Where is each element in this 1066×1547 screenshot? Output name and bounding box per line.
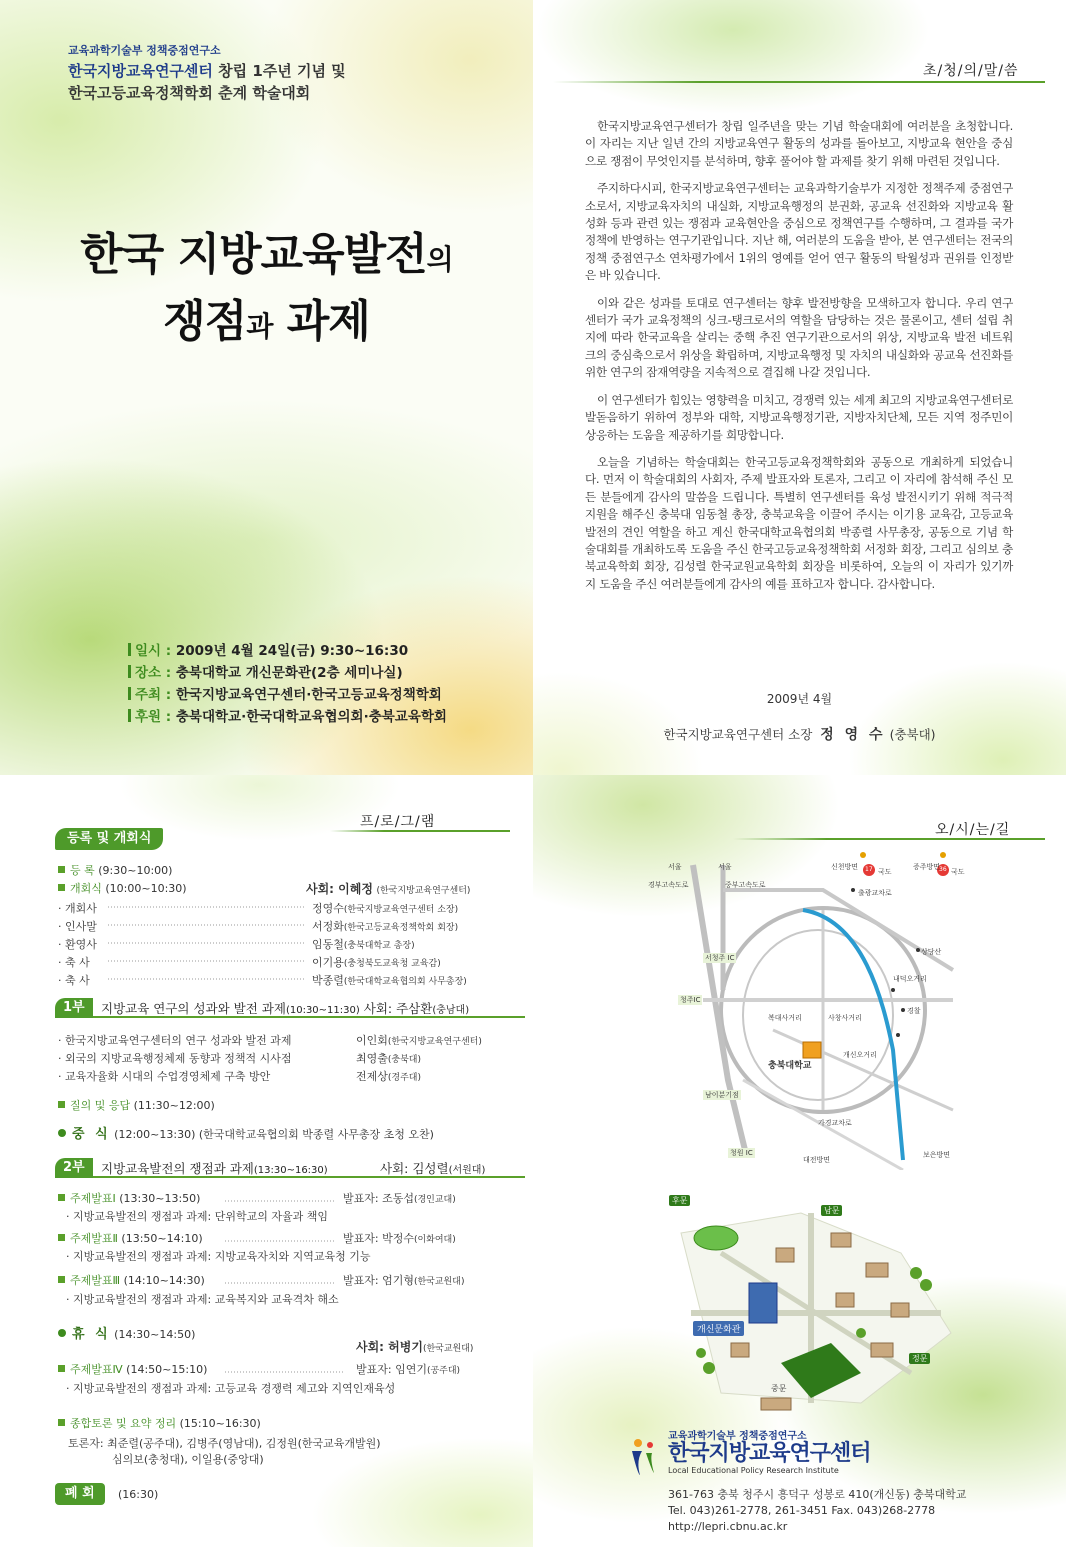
cover-title1-small: 의 [426, 243, 453, 276]
talk-row: 주제발표Ⅲ (14:10~14:30) [58, 1272, 205, 1288]
invite-paragraph: 주지하다시피, 한국지방교육연구센터는 교육과학기술부가 지정한 정책주제 중점연구소로서, 지방교육자치의 내실화, 지방교육행정의 분권화, 공교육 선진화와 지방교육 활성화 등과 관련 있는 쟁점과 교육현안을 중심으로 정책연구를 수행하며, 그 결과를 국가 정책에 반영하는 연구기관입니다. 지난 해, 여러분의 도움을 받아, 본 연구센터는 전국의 정책 중점연구소 연차평가에서 1위의 영예를 얻어 연구 활동의 탁월성과 권위를 인정받은 바 있습니다. [585, 181, 1013, 283]
cover-line1 [68, 60, 346, 81]
invite-body [585, 118, 1013, 603]
address [668, 1487, 966, 1535]
break-row: 휴 식 (14:30~14:50) [58, 1323, 195, 1342]
cover-info-label: 후원 : [135, 709, 176, 725]
cover-title-line2 [0, 285, 533, 349]
cover-title2-b: 과제 [272, 296, 370, 347]
address-line: 361-763 충북 청주시 흥덕구 성봉로 410(개신동) 충북대학교 [668, 1488, 967, 1501]
break-mc: 사회: 허병기(한국교원대) [356, 1340, 474, 1354]
invite-paragraph: 한국지방교육연구센터가 창립 일주년을 맞는 기념 학술대회에 여러분을 초청합니다. 이 자리는 지난 일년 간의 지방교육연구 활동의 성과를 돌아보고, 지방교육 현안을 중심으로 쟁점이 무엇인지를 분석하며, 향후 풀어야 할 과제를 찾기 위해 마련된 것입니다. [585, 119, 1013, 168]
cover-line1-rest: 창립 1주년 기념 및 [212, 62, 346, 80]
open-person: 이기용(충청북도교육청 교육감) [312, 956, 441, 969]
discussion-panel2: 심의보(충청대), 이일용(중앙대) [112, 1453, 264, 1466]
cover-info-label: 주최 : [135, 687, 176, 703]
logo-name: 한국지방교육연구센터 [668, 1441, 871, 1466]
part1-item: · 외국의 지방교육행정체제 동향과 정책적 시사점 [58, 1052, 292, 1065]
part2-title: 지방교육발전의 쟁점과 과제(13:30~16:30) [101, 1161, 328, 1176]
part1-presenter: 이인회(한국지방교육연구센터) [356, 1034, 482, 1047]
cover-info-row [128, 706, 447, 728]
open-role: · 개회사 [58, 902, 97, 915]
invite-sign-org: 한국지방교육연구센터 소장 [663, 727, 813, 742]
part1-header [55, 998, 525, 1018]
open-role: · 환영사 [58, 938, 97, 951]
open-mc: 사회: 이혜정 (한국지방교육연구센터) [306, 882, 471, 896]
cover-line2: 한국고등교육정책학회 춘계 학술대회 [68, 84, 311, 102]
cover-org: 교육과학기술부 정책중점연구소 [68, 44, 221, 57]
cover-panel [0, 0, 533, 775]
talk-title: · 지방교육발전의 쟁점과 과제: 교육복지와 교육격차 해소 [66, 1293, 339, 1306]
invite-sign-name: 정 영 수 [820, 727, 886, 743]
reg-title: 등록 및 개회식 [55, 828, 163, 850]
open-dotted-leaders [108, 906, 304, 986]
qa-row: 질의 및 응답 (11:30~12:00) [58, 1097, 215, 1113]
invite-sign-aff: (충북대) [889, 727, 936, 742]
cover-line1-highlight: 한국지방교육연구센터 [68, 62, 213, 80]
cover-title1-main: 한국 지방교육발전 [80, 229, 427, 280]
invite-header-line [553, 81, 1045, 83]
talk-presenter: 발표자: 임연기(공주대) [356, 1363, 461, 1376]
part2-tag: 2부 [55, 1158, 93, 1178]
cover-info-value: 충북대학교·한국대학교육협의회·충북교육학회 [175, 709, 447, 725]
talk-row: 주제발표Ⅱ (13:50~14:10) [58, 1230, 203, 1246]
logo-org: 교육과학기술부 정책중점연구소 [668, 1431, 807, 1442]
open-person: 박종렬(한국대학교육협의회 사무총장) [312, 974, 467, 987]
open-person: 임동철(충북대학교 총장) [312, 938, 415, 951]
part2-mc: 사회: 김성렬(서원대) [380, 1161, 486, 1176]
open-row: 개회식 (10:00~10:30) [58, 880, 187, 896]
open-person: 서정화(한국고등교육정책학회 회장) [312, 920, 459, 933]
open-role: · 축 사 [58, 956, 90, 969]
talk-presenter: 발표자: 엄기형(한국교원대) [343, 1274, 465, 1287]
talk-row: 주제발표Ⅰ (13:30~13:50) [58, 1190, 200, 1206]
map-labels: 서울 서울 신천방면 증주방면 17 36 국도 국도 경부고속도로 중부고속도로 출광교차로 서청주 IC 청주IC 남이분기점 청원 IC 대전방면 보은방면 충북대학교 개신오거리 사창사거리 복대사거리 가경교차로 상당산 내덕오거리 경찰 [648, 863, 965, 1164]
talk-title: · 지방교육발전의 쟁점과 과제: 단위학교의 자율과 책임 [66, 1210, 328, 1223]
discussion-row: 종합토론 및 요약 정리 (15:10~16:30) [58, 1415, 261, 1431]
cover-info-value: 2009년 4월 24일(금) 9:30~16:30 [175, 643, 409, 659]
part1-item: · 교육자율화 시대의 수업경영체제 구축 방안 [58, 1070, 271, 1083]
invitation-panel [533, 0, 1066, 775]
open-person: 정영수(한국지방교육연구센터 소장) [312, 902, 459, 915]
part1-presenter: 최영출(충북대) [356, 1052, 421, 1065]
invite-paragraph: 이와 같은 성과를 토대로 연구센터는 향후 발전방향을 모색하고자 합니다. 우리 연구센터가 국가 교육정책의 싱크-탱크로서의 역할을 담당하는 것은 물론이고, 센터 설립 취지에 따라 한국교육을 살리는 중핵 추진 연구기관으로서의 위상, 지방교육 발전 네트워크의 중심축으로서 위상을 확립하며, 지방교육행정 및 자치의 내실화와 공교육 선진화를 위한 연구의 잠재역량을 지속적으로 결집해 나갈 것입니다. [585, 295, 1013, 380]
phone-line: Tel. 043)261-2778, 261-3451 Fax. 043)268-2778 [668, 1504, 936, 1517]
invite-date: 2009년 4월 [766, 692, 833, 706]
campus-labels: 후문 남문 정문 중문 개신문화관 [661, 1193, 961, 1413]
logo-area [618, 1427, 871, 1475]
talk4-dotted-leader [225, 1371, 345, 1375]
invite-paragraph: 오늘을 기념하는 학술대회는 한국고등교육정책학회와 공동으로 개최하게 되었습니다. 먼저 이 학술대회의 사회자, 주제 발표자와 토론자, 그리고 이 자리에 참석해 주신 모든 분들에게 감사의 말씀을 드립니다. 특별히 연구센터를 육성 발전시키기 위해 적극적 지원을 해주신 충북대 임동철 총장, 충북교육을 이끌어 주시는 이기용 교육감, 고등교육발전의 견인 역할을 하고 계신 한국대학교육협의회 박종렬 사무총장, 공동으로 기념 학술대회를 개최하도록 도움을 주신 한국고등교육정책학회 서정화 회장, 그리고 심의보 충북교육학회 회장, 김성렬 한국교원교육학회 회장을 비롯하여, 오늘의 이 자리가 있기까지 도움을 주신 여러분들에게 감사의 예를 표하고자 합니다. 감사합니다. [585, 454, 1013, 591]
open-role: · 축 사 [58, 974, 90, 987]
talk-presenter: 발표자: 조동섭(경인교대) [343, 1192, 456, 1205]
cover-title-line1 [0, 218, 533, 282]
center-logo-icon [622, 1435, 662, 1475]
talk-dotted-leaders [225, 1200, 335, 1290]
program-panel [0, 775, 533, 1547]
cover-title2-small: 과 [246, 310, 273, 343]
talk-title: · 지방교육발전의 쟁점과 과제: 고등교육 경쟁력 제고와 지역인재육성 [66, 1382, 396, 1395]
talk-title: · 지방교육발전의 쟁점과 과제: 지방교육자치와 지역교육청 기능 [66, 1250, 371, 1263]
open-role: · 인사말 [58, 920, 97, 933]
cover-info-row [128, 662, 447, 684]
reg-row: 등 록 (9:30~10:00) [58, 862, 172, 878]
talk-row: 주제발표Ⅳ (14:50~15:10) [58, 1361, 207, 1377]
invite-header: 초/청/의/말/씀 [923, 63, 1019, 79]
map-header: 오/시/는/길 [935, 822, 1011, 838]
logo-eng: Local Educational Policy Research Institute [668, 1466, 839, 1475]
cover-info-label: 일시 : [135, 643, 176, 659]
talk-presenter: 발표자: 박정수(이화여대) [343, 1232, 456, 1245]
close-pill: 폐 회 [55, 1483, 105, 1505]
program-header: 프/로/그/램 [360, 814, 436, 830]
part1-title: 지방교육 연구의 성과와 발전 과제(10:30~11:30) 사회: 주삼환(충남대) [101, 1001, 470, 1016]
cover-title2-a: 쟁점 [163, 296, 247, 347]
cover-info-row [128, 684, 447, 706]
cover-info-row [128, 640, 447, 662]
part1-presenter: 전제상(경주대) [356, 1070, 421, 1083]
invite-signature [533, 724, 1066, 744]
cover-info [128, 640, 447, 728]
map-panel [533, 775, 1066, 1547]
part2-header [55, 1158, 525, 1178]
close-time: (16:30) [118, 1488, 159, 1501]
part1-item: · 한국지방교육연구센터의 연구 성과와 발전 과제 [58, 1034, 292, 1047]
part1-tag: 1부 [55, 998, 93, 1018]
cover-info-value: 충북대학교 개신문화관(2층 세미나실) [175, 665, 403, 681]
lunch-row: 중 식 (12:00~13:30) (한국대학교육협의회 박종렬 사무총장 초청 오찬) [58, 1123, 434, 1142]
invite-paragraph: 이 연구센터가 힘있는 영향력을 미치고, 경쟁력 있는 세계 최고의 지방교육연구센터로 발돋음하기 위하여 정부와 대학, 지방교육행정기관, 지방자치단체, 모든 지역 정주민이 상응하는 도움을 제공하기를 희망합니다. [585, 392, 1013, 442]
website-link[interactable]: http://lepri.cbnu.ac.kr [668, 1520, 788, 1533]
discussion-panel1: 토론자: 최준렬(공주대), 김병주(영남대), 김정원(한국교육개발원) [68, 1437, 381, 1450]
cover-info-value: 한국지방교육연구센터·한국고등교육정책학회 [175, 687, 442, 703]
cover-info-label: 장소 : [135, 665, 176, 681]
